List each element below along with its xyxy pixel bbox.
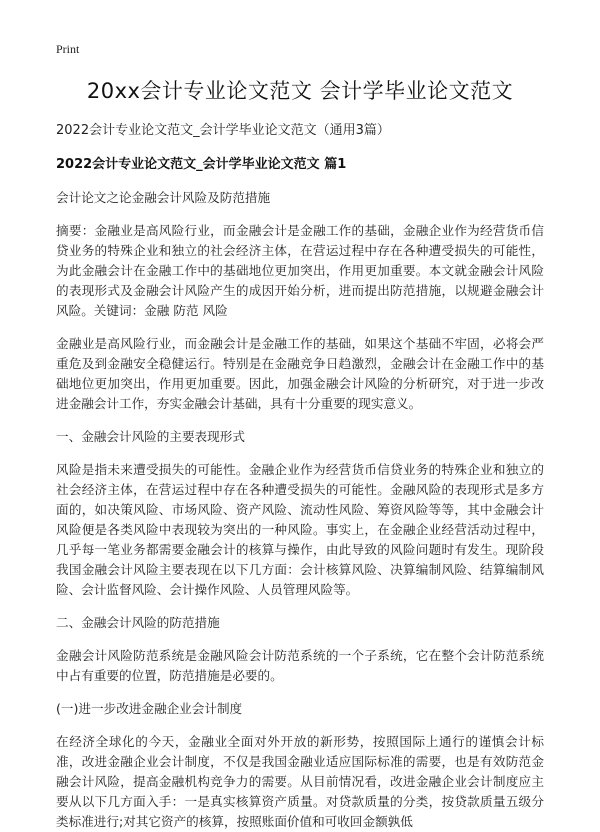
heading-2: 二、金融会计风险的防范措施 — [56, 615, 220, 630]
body-paragraph-1: 风险是指未来遭受损失的可能性。金融企业作为经营货币信贷业务的特殊企业和独立的社会经济主体，在营运过程中存在各种遭受损失的可能性。金融风险的表现形式是多方面的，如决策风险、市场风险、资产风险、流动性风险、筹资风险等等，其中金融会计风险便是各类风险中表现较为突出的一种风险。事实上，在金融企业经营活动过程中，几乎每一笔业务都需要金融会计的核算与操作，由此导致的风险问题时有发生。现阶段我国金融会计风险主要表现在以下几方面：会计核算风险、决算编制风险、结算编制风险、会计监督风险、会计操作风险、人员管理风险等。 — [56, 462, 544, 597]
print-label[interactable]: Print — [56, 42, 80, 56]
body-paragraph-3: 在经济全球化的今天，金融业全面对外开放的新形势，按照国际上通行的谨慎会计标准，改进金融企业会计制度，不仅是我国金融业适应国际标准的需要，也是有效防范金融会计风险，提高金融机构竞争力的需要。从目前情况看，改进金融企业会计制度应主要从以下几方面入手：一是真实核算资产质量。对贷款质量的分类，按贷款质量五级分类标准进行;对其它资产的核算，按照账面价值和可收回金额孰低 — [56, 734, 544, 829]
body-paragraph-2: 金融会计风险防范系统是金融风险会计防范系统的一个子系统，它在整个会计防范系统中占有重要的位置，防范措施是必要的。 — [56, 648, 544, 683]
document-title: 20xx会计专业论文范文 会计学毕业论文范文 — [86, 79, 514, 103]
abstract-paragraph: 摘要：金融业是高风险行业，而金融会计是金融工作的基础，金融企业作为经营货币信贷业务的特殊企业和独立的社会经济主体，在营运过程中存在各种遭受损失的可能性，为此金融会计在金融工作中的基础地位更加突出，作用更加重要。本文就金融会计风险的表现形式及金融会计风险产生的成因开始分析，进而提出防范措施，以规避金融会计风险。关键词：金融 防范 风险 — [56, 223, 544, 318]
heading-1: 一、金融会计风险的主要表现形式 — [56, 429, 245, 444]
document-subtitle: 2022会计专业论文范文_会计学毕业论文范文（通用3篇） — [56, 123, 390, 138]
paper-title: 会计论文之论金融会计风险及防范措施 — [56, 190, 271, 205]
heading-3: (一)进一步改进金融企业会计制度 — [56, 701, 243, 716]
intro-paragraph: 金融业是高风险行业，而金融会计是金融工作的基础，如果这个基础不牢固，必将会严重危及到金融安全稳健运行。特别是在金融竞争日趋激烈，金融会计在金融工作中的基础地位更加突出，作用更加重要。因此，加强金融会计风险的分析研究，对于进一步改进金融会计工作，夯实金融会计基础，具有十分重要的现实意义。 — [56, 336, 544, 411]
section-title: 2022会计专业论文范文_会计学毕业论文范文 篇1 — [56, 157, 347, 172]
